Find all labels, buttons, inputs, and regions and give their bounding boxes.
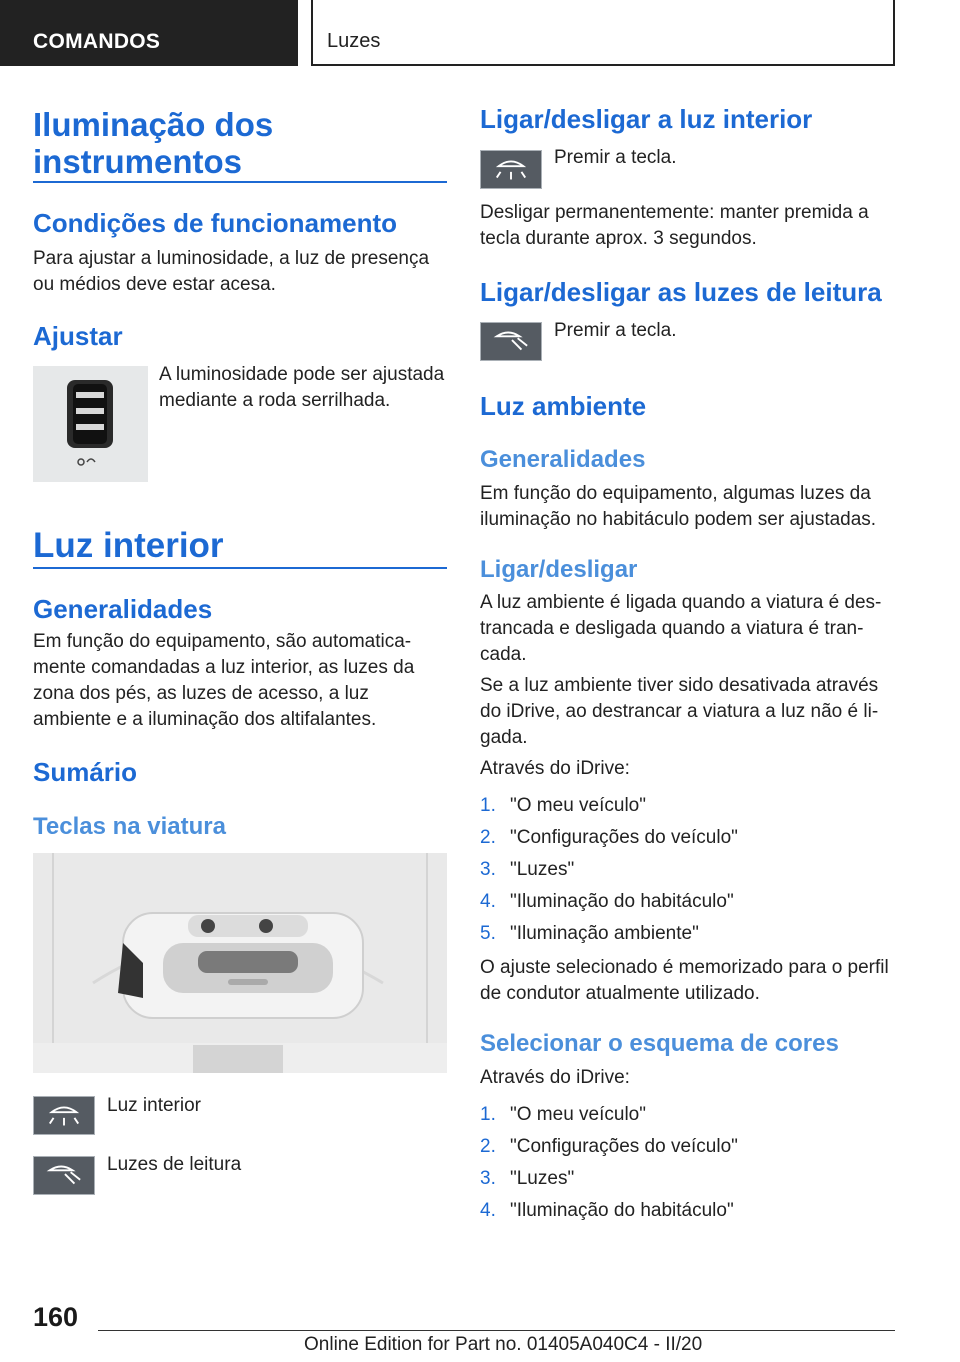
page-number: 160	[33, 1302, 79, 1332]
list-item: 3. "Luzes"	[480, 859, 575, 880]
press-key-text-1: Premir a tecla.	[554, 147, 677, 168]
via-idrive-text-1: Através do iDrive:	[480, 758, 630, 779]
color-scheme-heading: Selecionar o esquema de cores	[480, 1030, 839, 1057]
onoff-heading: Ligar/desligar	[480, 556, 638, 583]
general-text-right: Em função do equipamento, algumas luzes da iluminação no habitáculo podem ser ajustadas.	[480, 483, 877, 530]
interior-light-title: Luz interior	[33, 526, 224, 565]
permanent-off-text: Desligar permanentemente: manter premida a tecla durante aprox. 3 segundos.	[480, 202, 869, 249]
onoff-text-1: A luz ambiente é ligada quando a viatura é des-trancada e desligada quando a viatura é tran-cada.	[480, 592, 882, 665]
section-title: COMANDOS	[33, 30, 161, 53]
profile-text: O ajuste selecionado é memorizado para o perfil de condutor atualmente utilizado.	[480, 957, 889, 1004]
color-steps-list	[480, 1099, 895, 1227]
general-heading-right: Generalidades	[480, 446, 646, 473]
adjust-text: A luminosidade pode ser ajustada mediante a roda serrilhada.	[159, 364, 445, 411]
interior-onoff-heading: Ligar/desligar a luz interior	[480, 104, 813, 134]
list-item: 5. "Iluminação ambiente"	[480, 923, 699, 944]
thumbwheel-image	[33, 366, 148, 482]
legend-reading-label: Luzes de leitura	[107, 1154, 242, 1175]
list-item: 4. "Iluminação do habitáculo"	[480, 891, 734, 912]
ambient-steps-list	[480, 790, 895, 950]
keys-heading: Teclas na viatura	[33, 813, 226, 840]
reading-onoff-heading: Ligar/desligar as luzes de leitura	[480, 277, 882, 307]
interior-light-key-icon	[480, 150, 542, 189]
section-tab	[0, 0, 298, 66]
chapter-tab	[311, 0, 895, 66]
onoff-text-2: Se a luz ambiente tiver sido desativada através do iDrive, ao destrancar a viatura a luz não é li-gada.	[480, 675, 879, 748]
roof-console-image	[33, 853, 447, 1073]
conditions-heading: Condições de funcionamento	[33, 208, 398, 238]
interior-rule	[33, 567, 447, 569]
list-item: 2. "Configurações do veículo"	[480, 827, 738, 848]
page-title: Iluminação dos instrumentos	[33, 106, 274, 180]
interior-light-icon	[33, 1096, 95, 1135]
list-item: 2. "Configurações do veículo"	[480, 1136, 738, 1157]
chapter-title: Luzes	[327, 30, 381, 52]
adjust-heading: Ajustar	[33, 321, 123, 351]
general-heading-left: Generalidades	[33, 594, 213, 624]
reading-light-key-icon	[480, 322, 542, 361]
title-rule	[33, 181, 447, 183]
reading-light-icon	[33, 1156, 95, 1195]
press-key-text-2: Premir a tecla.	[554, 320, 677, 341]
conditions-text: Para ajustar a luminosidade, a luz de presença ou médios deve estar acesa.	[33, 248, 430, 295]
list-item: 1. "O meu veículo"	[480, 1104, 646, 1125]
list-item: 1. "O meu veículo"	[480, 795, 646, 816]
via-idrive-text-2: Através do iDrive:	[480, 1067, 630, 1088]
list-item: 3. "Luzes"	[480, 1168, 575, 1189]
ambient-heading: Luz ambiente	[480, 391, 647, 421]
summary-heading: Sumário	[33, 757, 138, 787]
general-text-left: Em função do equipamento, são automatica-mente comandadas a luz interior, as luzes da zona dos pés, as luzes de acesso, a luz ambiente e a iluminação dos altifalantes.	[33, 631, 415, 730]
list-item: 4. "Iluminação do habitáculo"	[480, 1200, 734, 1221]
edition-text: Online Edition for Part no. 01405A040C4 - II/20	[304, 1334, 703, 1355]
legend-interior-label: Luz interior	[107, 1095, 201, 1116]
footer-rule	[98, 1330, 895, 1331]
